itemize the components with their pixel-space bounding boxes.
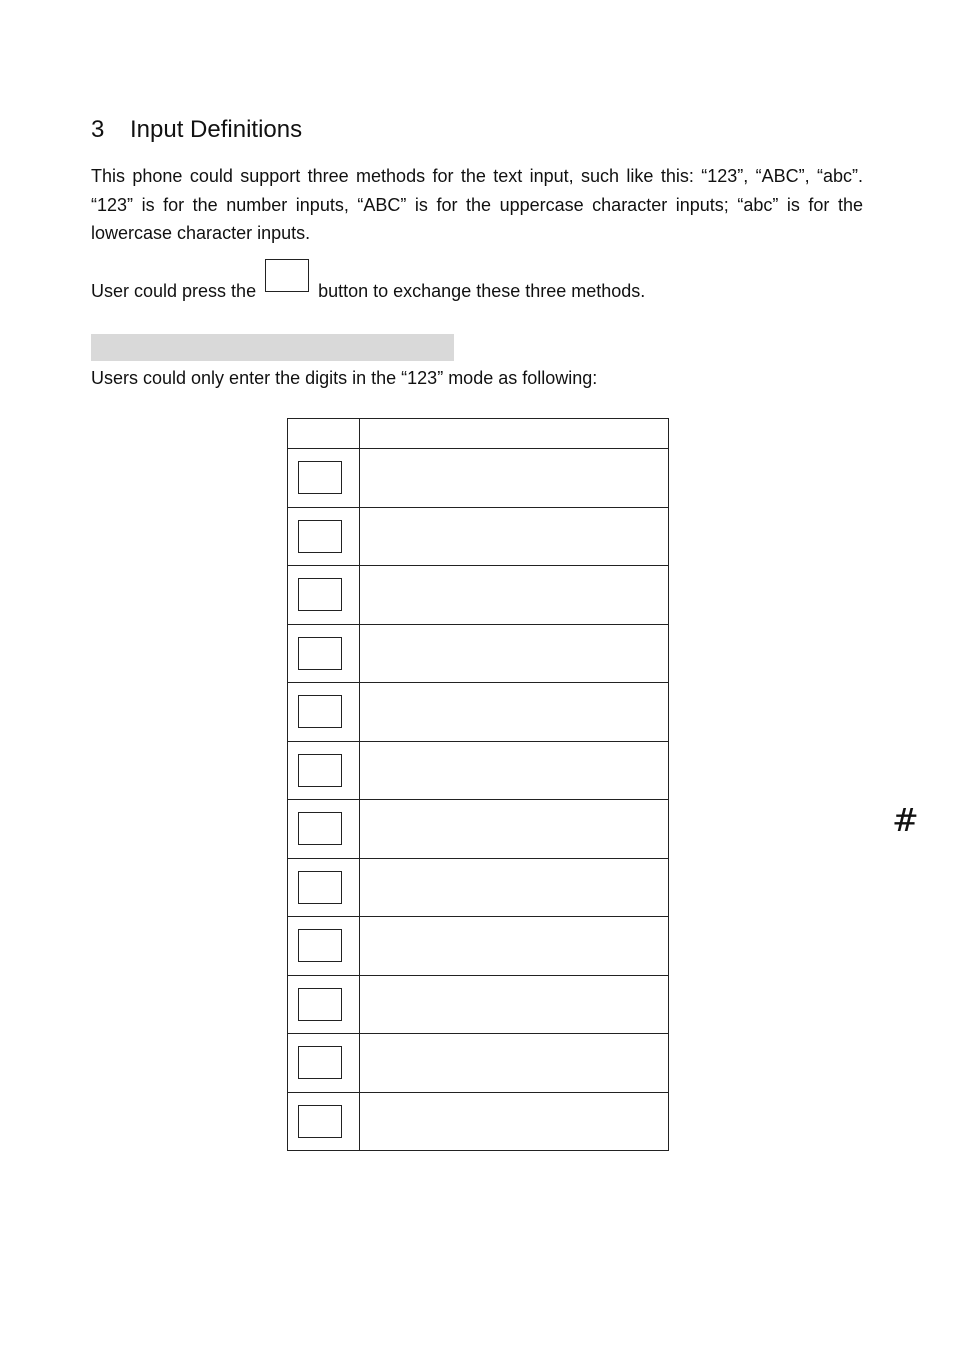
key-icon bbox=[298, 754, 342, 787]
value-cell bbox=[360, 800, 669, 859]
key-icon bbox=[298, 637, 342, 670]
value-cell bbox=[360, 624, 669, 683]
key-cell bbox=[288, 449, 360, 508]
key-mapping-table bbox=[287, 418, 669, 1151]
table-row bbox=[288, 624, 669, 683]
value-cell bbox=[360, 1034, 669, 1093]
key-cell bbox=[288, 507, 360, 566]
key-icon bbox=[298, 461, 342, 494]
value-cell bbox=[360, 683, 669, 742]
section-number: 3 bbox=[91, 116, 105, 143]
press-text-after: button to exchange these three methods. bbox=[318, 281, 646, 301]
table-row bbox=[288, 566, 669, 625]
key-icon bbox=[298, 871, 342, 904]
key-icon bbox=[298, 1105, 342, 1138]
table-row bbox=[288, 1034, 669, 1093]
header-value-cell bbox=[360, 419, 669, 449]
key-icon bbox=[298, 988, 342, 1021]
mode-key-icon bbox=[265, 259, 309, 292]
key-cell bbox=[288, 624, 360, 683]
hash-symbol: # bbox=[892, 801, 919, 839]
table-header-row bbox=[288, 419, 669, 449]
table-row bbox=[288, 683, 669, 742]
key-cell bbox=[288, 566, 360, 625]
table-row bbox=[288, 449, 669, 508]
key-cell bbox=[288, 975, 360, 1034]
value-cell bbox=[360, 566, 669, 625]
header-key-cell bbox=[288, 419, 360, 449]
key-cell bbox=[288, 741, 360, 800]
value-cell bbox=[360, 449, 669, 508]
value-cell bbox=[360, 917, 669, 976]
key-icon bbox=[298, 929, 342, 962]
table-row bbox=[288, 507, 669, 566]
key-icon bbox=[298, 578, 342, 611]
press-text-before: User could press the bbox=[91, 281, 257, 301]
key-cell bbox=[288, 858, 360, 917]
table-row bbox=[288, 858, 669, 917]
press-button-paragraph bbox=[91, 268, 863, 306]
value-cell bbox=[360, 1092, 669, 1151]
value-cell bbox=[360, 975, 669, 1034]
section-title: Input Definitions bbox=[130, 116, 303, 143]
key-icon bbox=[298, 812, 342, 845]
value-cell bbox=[360, 858, 669, 917]
key-cell bbox=[288, 1034, 360, 1093]
intro-paragraph: This phone could support three methods for the text input, such like this: “123”, “ABC”, “abc”. “123” is for the number inputs, “ABC” is for the uppercase character inputs; “abc” is for the lowercase character inputs. bbox=[91, 166, 863, 243]
key-icon bbox=[298, 520, 342, 553]
section-heading bbox=[91, 114, 302, 146]
key-cell bbox=[288, 917, 360, 976]
key-cell bbox=[288, 800, 360, 859]
value-cell bbox=[360, 741, 669, 800]
subheading-highlight-bar bbox=[91, 334, 454, 361]
key-icon bbox=[298, 1046, 342, 1079]
table-row bbox=[288, 800, 669, 859]
table-row bbox=[288, 917, 669, 976]
table-row bbox=[288, 975, 669, 1034]
value-cell bbox=[360, 507, 669, 566]
key-icon bbox=[298, 695, 342, 728]
table-row bbox=[288, 741, 669, 800]
digits-mode-paragraph: Users could only enter the digits in the “123” mode as following: bbox=[91, 368, 598, 388]
key-cell bbox=[288, 683, 360, 742]
key-cell bbox=[288, 1092, 360, 1151]
table-row bbox=[288, 1092, 669, 1151]
